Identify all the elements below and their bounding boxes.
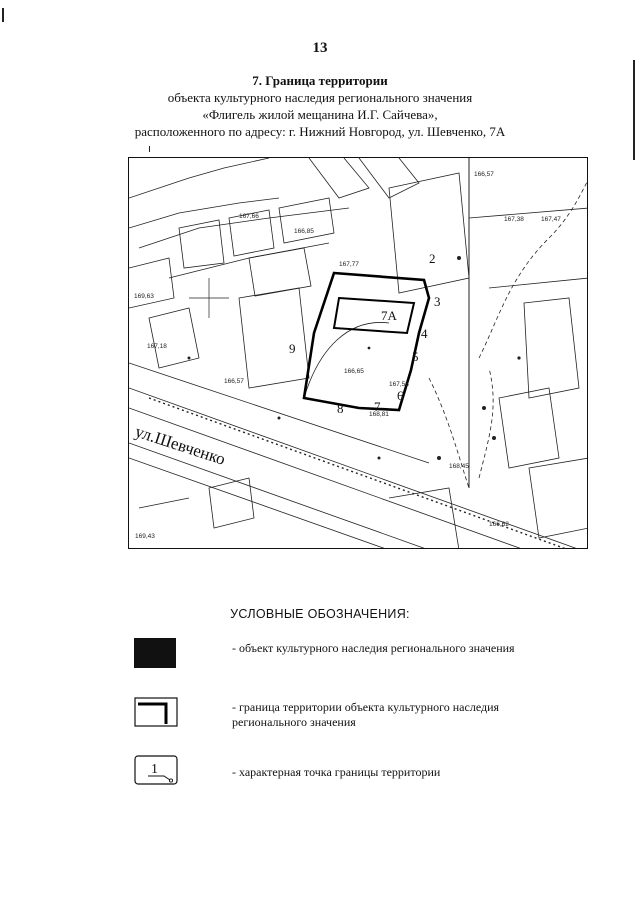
elevation-mark: 169,43	[135, 533, 155, 540]
territory-boundary-line	[304, 273, 429, 410]
contour-line	[479, 368, 493, 478]
curve-line	[304, 322, 389, 398]
elevation-mark: 167,53	[389, 381, 409, 388]
title-block	[0, 72, 640, 140]
elevation-mark: 169,63	[134, 293, 154, 300]
boundary-point-symbol-number: 1	[151, 762, 158, 777]
territory-boundary-symbol	[134, 697, 178, 727]
parcel-line	[389, 173, 469, 293]
building-outline	[179, 220, 224, 268]
grid-cross	[189, 278, 229, 318]
building-outline	[309, 158, 369, 198]
cadastral-map	[128, 157, 588, 549]
point-label-7: 7	[374, 399, 381, 414]
street-label: ул.Шевченко	[132, 421, 228, 469]
elevation-mark: 168,45	[449, 463, 469, 470]
parcel-line	[489, 278, 588, 288]
elevation-mark: 167,66	[239, 213, 259, 220]
title-line-2: «Флигель жилой мещанина И.Г. Сайчева»,	[202, 107, 438, 122]
legend-text: - объект культурного наследия регионального значения	[232, 641, 515, 655]
map-drawing	[129, 158, 588, 549]
elevation-mark: 167,18	[147, 343, 167, 350]
street-edge-line	[129, 458, 389, 549]
building-outline	[279, 198, 334, 243]
contour-line	[429, 378, 469, 488]
legend-heading: УСЛОВНЫЕ ОБОЗНАЧЕНИЯ:	[230, 607, 410, 621]
page-number: 13	[312, 40, 328, 56]
legend-text: - граница территории объекта культурного наследия регионального значения	[232, 700, 500, 729]
title-line-1: объекта культурного наследия регионального значения	[167, 90, 473, 105]
point-label-6: 6	[397, 388, 404, 403]
elevation-mark: 166,65	[344, 368, 364, 375]
small-tick-mark	[149, 146, 150, 152]
elevation-mark: 166,57	[224, 378, 244, 385]
point-label-3: 3	[434, 294, 441, 309]
building-outline	[529, 458, 588, 538]
building-outline	[249, 248, 311, 296]
street-edge-line	[129, 443, 429, 549]
legend-text: - характерная точка границы территории	[232, 765, 441, 779]
heritage-object-outline	[334, 298, 414, 333]
point-label-5: 5	[412, 349, 419, 364]
heritage-object-symbol	[134, 638, 176, 668]
elevation-mark: 168,81	[369, 411, 389, 418]
building-outline	[129, 258, 174, 308]
title-line-3: расположенного по адресу: г. Нижний Новгород, ул. Шевченко, 7А	[134, 124, 506, 139]
section-heading: 7. Граница территории	[252, 73, 388, 88]
object-label: 7А	[381, 308, 397, 323]
elevation-mark: 167,38	[504, 216, 524, 223]
building-outline	[499, 388, 559, 468]
elevation-mark: 167,47	[541, 216, 561, 223]
point-label-8: 8	[337, 401, 344, 416]
building-outline	[149, 308, 199, 368]
building-outline	[524, 298, 579, 398]
point-label-9: 9	[289, 341, 296, 356]
contour-line	[479, 178, 588, 358]
parcel-line	[139, 498, 189, 508]
building-outline	[239, 288, 309, 388]
parcel-line	[129, 158, 269, 198]
boundary-point-symbol	[134, 755, 178, 785]
elevation-mark: 166,62	[489, 521, 509, 528]
elevation-mark: 167,77	[339, 261, 359, 268]
point-label-2: 2	[429, 251, 436, 266]
elevation-mark: 166,85	[294, 228, 314, 235]
point-label-4: 4	[421, 326, 428, 341]
scan-edge-mark-left	[2, 8, 4, 22]
elevation-mark: 166,57	[474, 171, 494, 178]
parcel-line	[469, 208, 588, 218]
